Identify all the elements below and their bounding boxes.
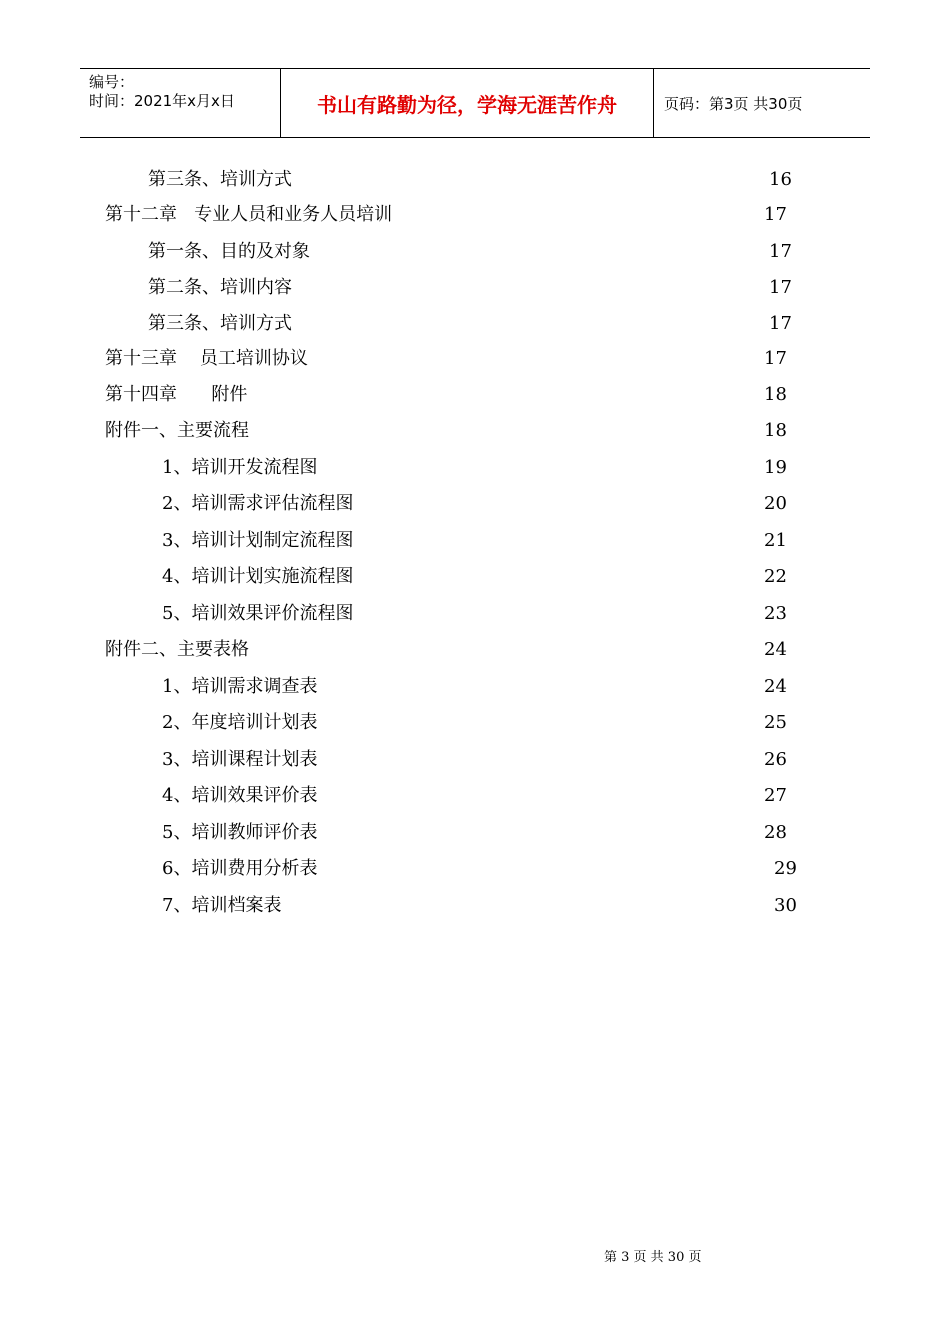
toc-entry-page: 17 bbox=[764, 348, 787, 369]
toc-entry-page: 20 bbox=[764, 493, 787, 514]
toc-entry-page: 17 bbox=[769, 313, 792, 334]
toc-entry-title: 3、培训课程计划表 bbox=[162, 749, 318, 770]
toc-entry[interactable] bbox=[0, 167, 950, 193]
toc-entry-title: 第十三章 员工培训协议 bbox=[105, 348, 308, 369]
toc-entry[interactable] bbox=[0, 710, 950, 736]
toc-entry-page: 21 bbox=[764, 530, 787, 551]
toc-entry[interactable] bbox=[0, 275, 950, 301]
toc-entry-page: 19 bbox=[764, 457, 787, 478]
toc-entry[interactable] bbox=[0, 202, 950, 228]
toc-entry-page: 16 bbox=[769, 169, 792, 190]
toc-entry-page: 23 bbox=[764, 603, 787, 624]
toc-entry[interactable] bbox=[0, 528, 950, 554]
header-page-info: 页码：第3页 共30页 bbox=[664, 94, 803, 113]
toc-entry-page: 30 bbox=[774, 895, 797, 916]
document-number-label: 编号： bbox=[89, 73, 135, 91]
toc-entry-title: 3、培训计划制定流程图 bbox=[162, 530, 354, 551]
toc-entry[interactable] bbox=[0, 674, 950, 700]
toc-entry-page: 28 bbox=[764, 822, 787, 843]
toc-entry[interactable] bbox=[0, 239, 950, 265]
toc-entry-title: 第一条、目的及对象 bbox=[148, 241, 310, 262]
toc-entry-title: 5、培训教师评价表 bbox=[162, 822, 318, 843]
toc-entry-page: 24 bbox=[764, 639, 787, 660]
toc-entry[interactable] bbox=[0, 564, 950, 590]
toc-entry-page: 25 bbox=[764, 712, 787, 733]
footer-page-number: 第 3 页 共 30 页 bbox=[604, 1250, 702, 1265]
toc-entry[interactable] bbox=[0, 418, 950, 444]
toc-entry-page: 22 bbox=[764, 566, 787, 587]
toc-entry-page: 26 bbox=[764, 749, 787, 770]
toc-entry-page: 17 bbox=[769, 241, 792, 262]
toc-entry[interactable] bbox=[0, 856, 950, 882]
toc-entry-title: 5、培训效果评价流程图 bbox=[162, 603, 354, 624]
toc-entry-title: 4、培训计划实施流程图 bbox=[162, 566, 354, 587]
toc-entry-page: 17 bbox=[764, 204, 787, 225]
toc-entry[interactable] bbox=[0, 311, 950, 337]
toc-entry-title: 附件一、主要流程 bbox=[105, 420, 249, 441]
toc-entry-page: 17 bbox=[769, 277, 792, 298]
toc-entry[interactable] bbox=[0, 491, 950, 517]
header-motto: 书山有路勤为径，学海无涯苦作舟 bbox=[317, 92, 617, 117]
toc-entry-title: 1、培训开发流程图 bbox=[162, 457, 318, 478]
toc-entry-page: 29 bbox=[774, 858, 797, 879]
toc-entry-title: 第三条、培训方式 bbox=[148, 313, 292, 334]
header-motto-cell bbox=[281, 69, 654, 137]
page-header bbox=[80, 68, 870, 138]
document-time-label: 时间：2021年x月x日 bbox=[89, 92, 235, 110]
toc-entry[interactable] bbox=[0, 820, 950, 846]
toc-entry-title: 1、培训需求调查表 bbox=[162, 676, 318, 697]
toc-entry-title: 附件二、主要表格 bbox=[105, 639, 249, 660]
toc-entry[interactable] bbox=[0, 601, 950, 627]
toc-entry[interactable] bbox=[0, 346, 950, 372]
toc-entry-title: 第十四章 附件 bbox=[105, 384, 248, 405]
toc-entry-title: 7、培训档案表 bbox=[162, 895, 282, 916]
toc-entry-page: 18 bbox=[764, 384, 787, 405]
toc-entry-title: 第十二章 专业人员和业务人员培训 bbox=[105, 204, 393, 225]
toc-entry[interactable] bbox=[0, 783, 950, 809]
toc-entry-page: 18 bbox=[764, 420, 787, 441]
toc-entry-title: 第三条、培训方式 bbox=[148, 169, 292, 190]
toc-entry[interactable] bbox=[0, 893, 950, 919]
toc-entry-title: 2、培训需求评估流程图 bbox=[162, 493, 354, 514]
toc-entry[interactable] bbox=[0, 637, 950, 663]
toc-entry-page: 24 bbox=[764, 676, 787, 697]
header-meta bbox=[80, 69, 281, 137]
toc-entry-page: 27 bbox=[764, 785, 787, 806]
toc-entry-title: 第二条、培训内容 bbox=[148, 277, 292, 298]
toc-entry-title: 2、年度培训计划表 bbox=[162, 712, 318, 733]
toc-entry-title: 4、培训效果评价表 bbox=[162, 785, 318, 806]
toc-entry[interactable] bbox=[0, 382, 950, 408]
toc-entry[interactable] bbox=[0, 455, 950, 481]
toc-entry-title: 6、培训费用分析表 bbox=[162, 858, 318, 879]
toc-entry[interactable] bbox=[0, 747, 950, 773]
